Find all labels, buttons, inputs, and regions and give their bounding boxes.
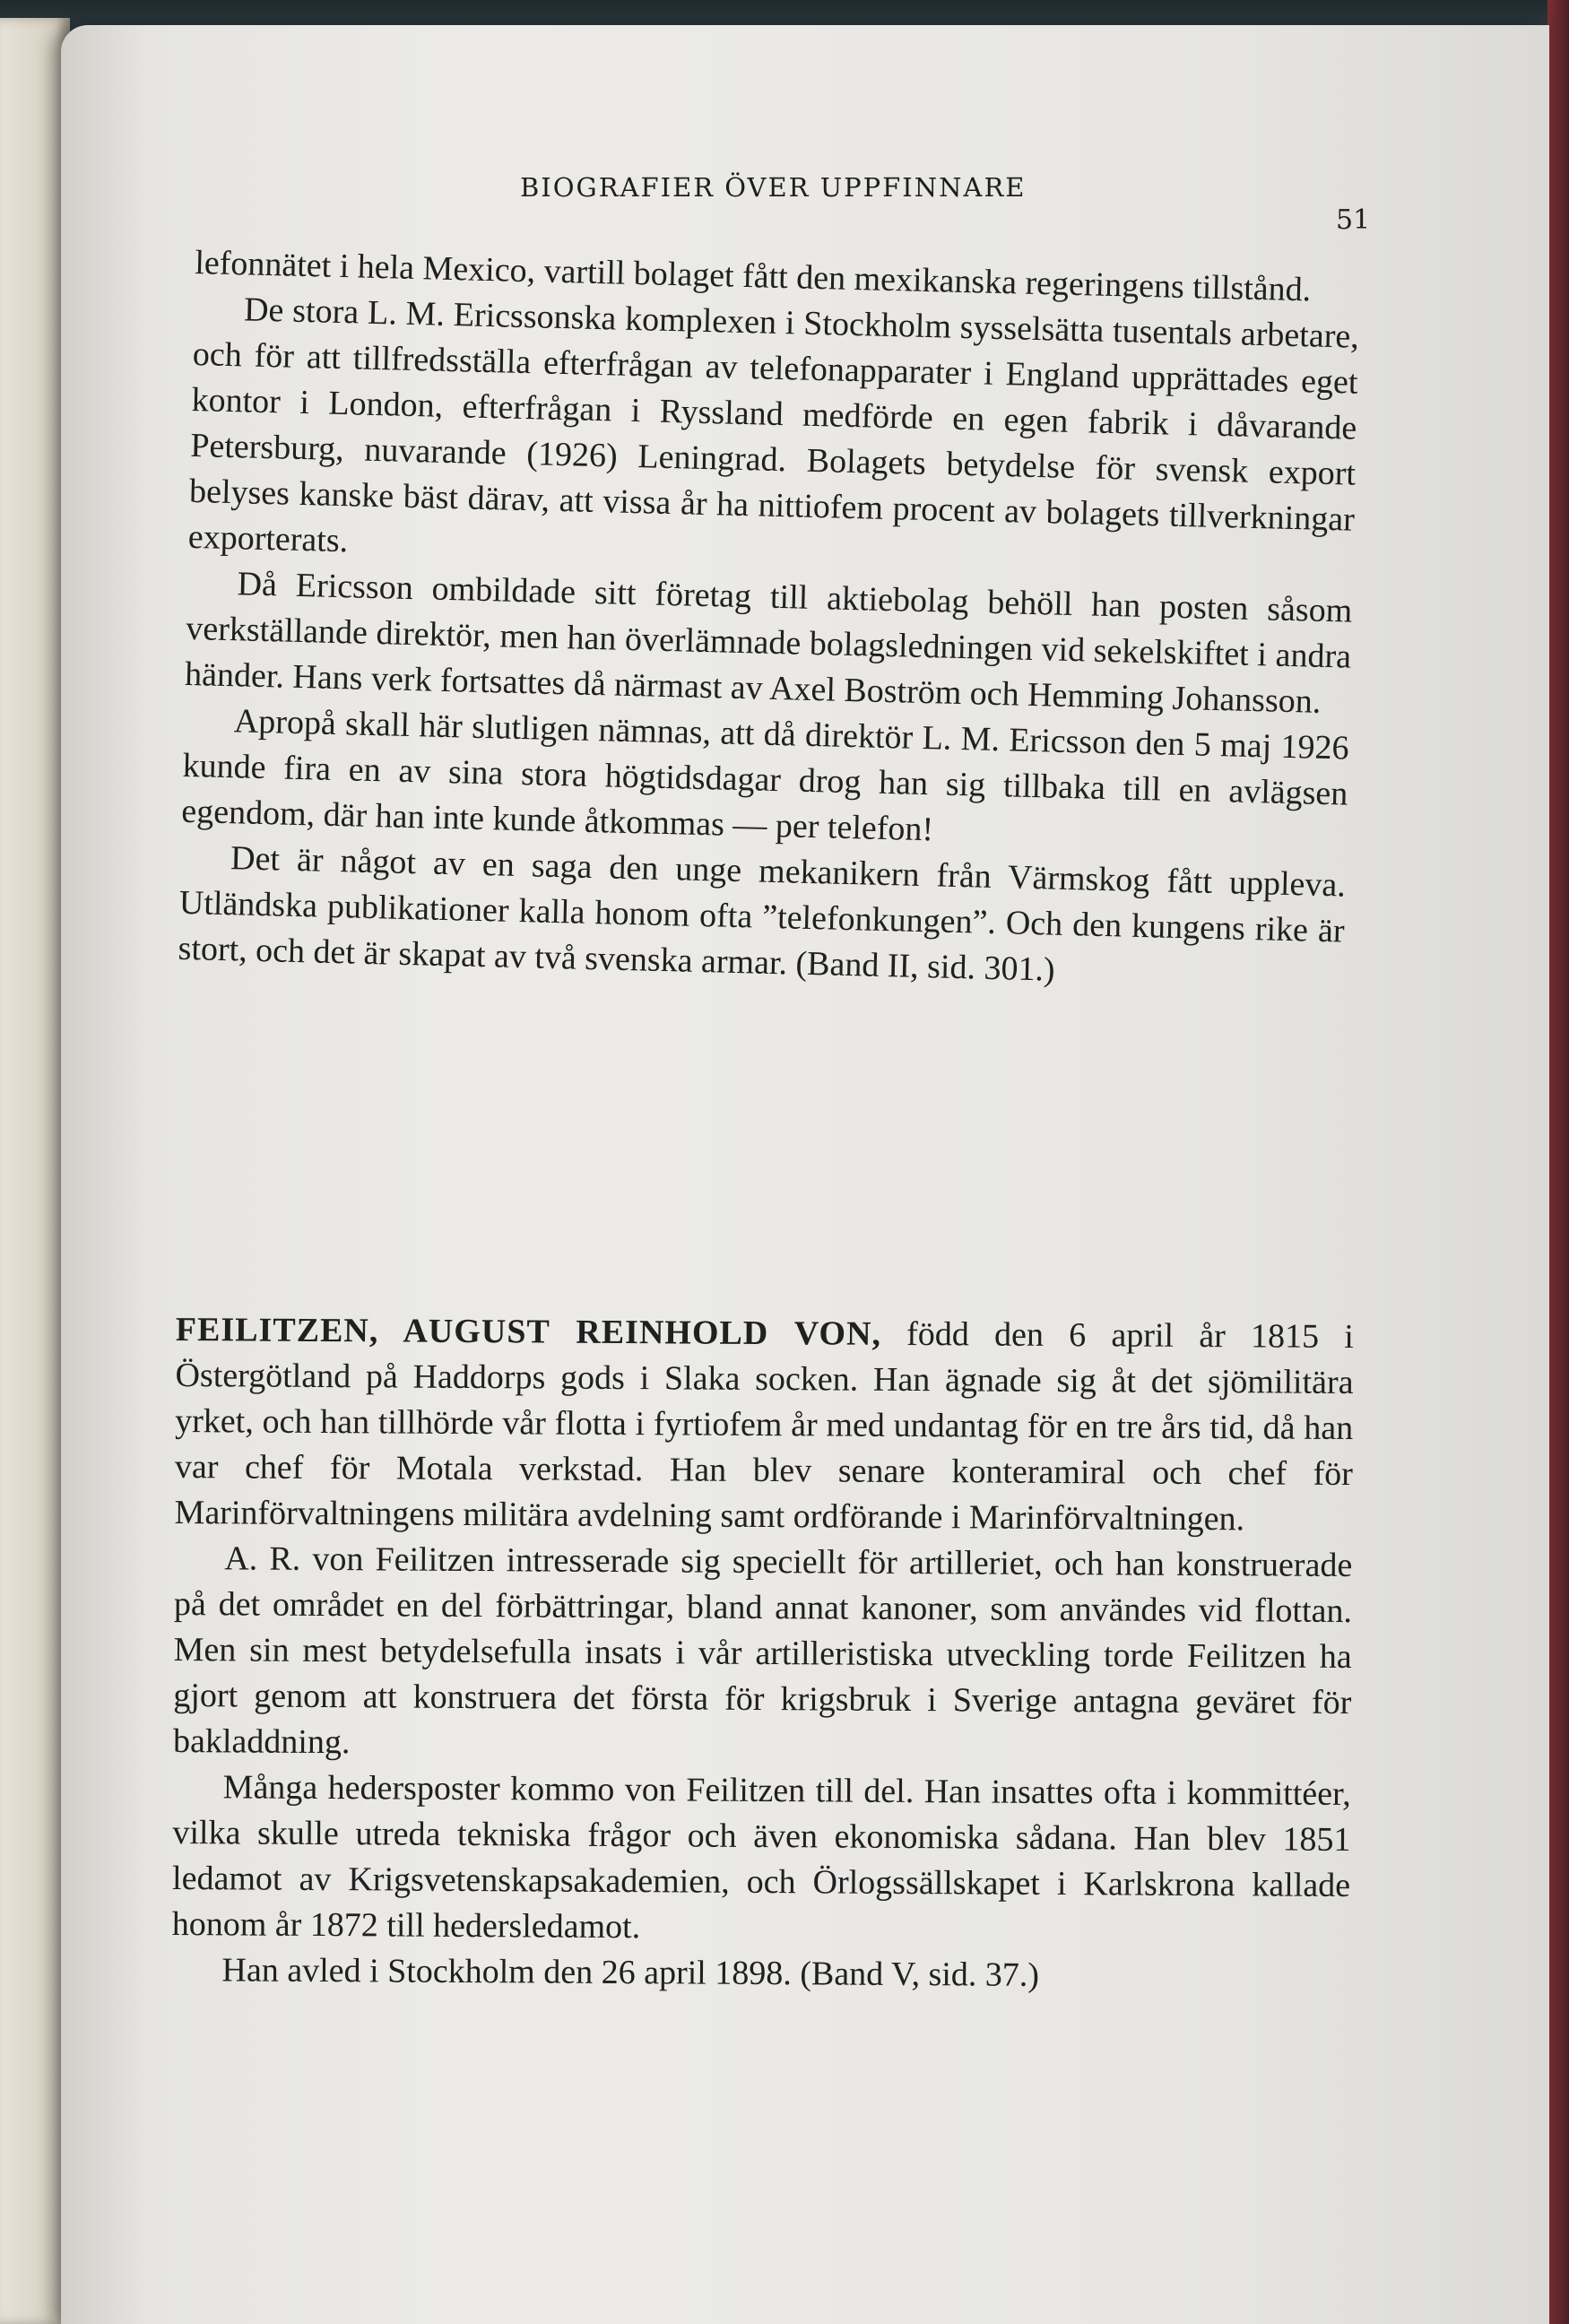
facing-page-edge xyxy=(0,18,70,2324)
entry-name: FEILITZEN, AUGUST REINHOLD VON, xyxy=(175,1310,882,1353)
paragraph: Det är något av en saga den unge mekanikern från Värmskog fått uppleva. Utländska publikationer kalla honom ofta ”telefonkungen”. Och den kungens rike är stort, och det är skapat av två svenska armar. (Band II, sid. 301.) xyxy=(178,839,1347,989)
paragraph: Han avled i Stockholm den 26 april 1898. (Band V, sid. 37.) xyxy=(221,1951,1040,1994)
paragraph: Apropå skall här slutligen nämnas, att då direktör L. M. Ericsson den 5 maj 1926 kunde fira en av sina stora högtidsdagar drog han sig tillbaka till en avlägsen egendom, där han inte kunde åtkommas — per telefon! xyxy=(180,702,1350,849)
paragraph: Då Ericsson ombildade sitt företag till aktiebolag behöll han posten såsom verkställande direktör, men han överlämnade bolagsledningen vid sekelskiftet i andra händer. Hans verk fortsattes då närmast av Axel Boström och Hemming Johansson. xyxy=(184,565,1353,721)
entry-intro: född den 6 april år 1815 i Östergötland på Haddorps gods i Slaka socken. Han ägnade sig åt det sjömilitära yrket, och han tillhörde vår flotta i fyrtiofem år med undantag för en tre års tid, då han var chef för Motala verkstad. Han blev senare konteramiral och chef för Marinförvaltningens militära avdelning samt ordförande i Marinförvaltningen. xyxy=(174,1314,1354,1539)
ericsson-entry-continuation xyxy=(178,240,1361,1001)
feilitzen-entry xyxy=(171,1307,1354,2000)
paragraph: A. R. von Feilitzen intresserade sig speciellt för artilleriet, och han konstruerade på det området en del förbättringar, bland annat kanoner, som användes vid flottan. Men sin mest betydelsefulla insats i vår artilleristiska utveckling torde Feilitzen ha gjort genom att konstruera det första för krigsbruk i Sverige antagna geväret för bakladdning. xyxy=(172,1539,1353,1762)
running-head: BIOGRAFIER ÖVER UPPFINNARE xyxy=(520,172,1027,203)
paragraph: Många hedersposter kommo von Feilitzen till del. Han insattes ofta i kommittéer, vilka skulle utreda tekniska frågor och även ekonomiska sådana. Han blev 1851 ledamot av Krigsvetenskapsakademien, och Örlogssällskapet i Karlskrona kallade honom år 1872 till hedersledamot. xyxy=(171,1768,1351,1947)
paragraph: lefonnätet i hela Mexico, vartill bolaget fått den mexikanska regeringens tillstånd. xyxy=(194,243,1312,309)
book-cover-edge xyxy=(1547,0,1569,2324)
entry-heading-paragraph xyxy=(174,1307,1354,1543)
paragraph: De stora L. M. Ericssonska komplexen i Stockholm sysselsätta tusentals arbetare, och för att tillfredsställa efterfrågan av telefonapparater i England upprättades eget kontor i London, efterfrågan i Ryssland medförde en egen fabrik i dåvarande Petersburg, nuvarande (1926) Leningrad. Bolagets betydelse för svensk export belyses kanske bäst därav, att vissa år ha nittiofem procent av bolagets tillverkningar exporterats. xyxy=(187,290,1360,560)
page-number: 51 xyxy=(1336,204,1371,236)
